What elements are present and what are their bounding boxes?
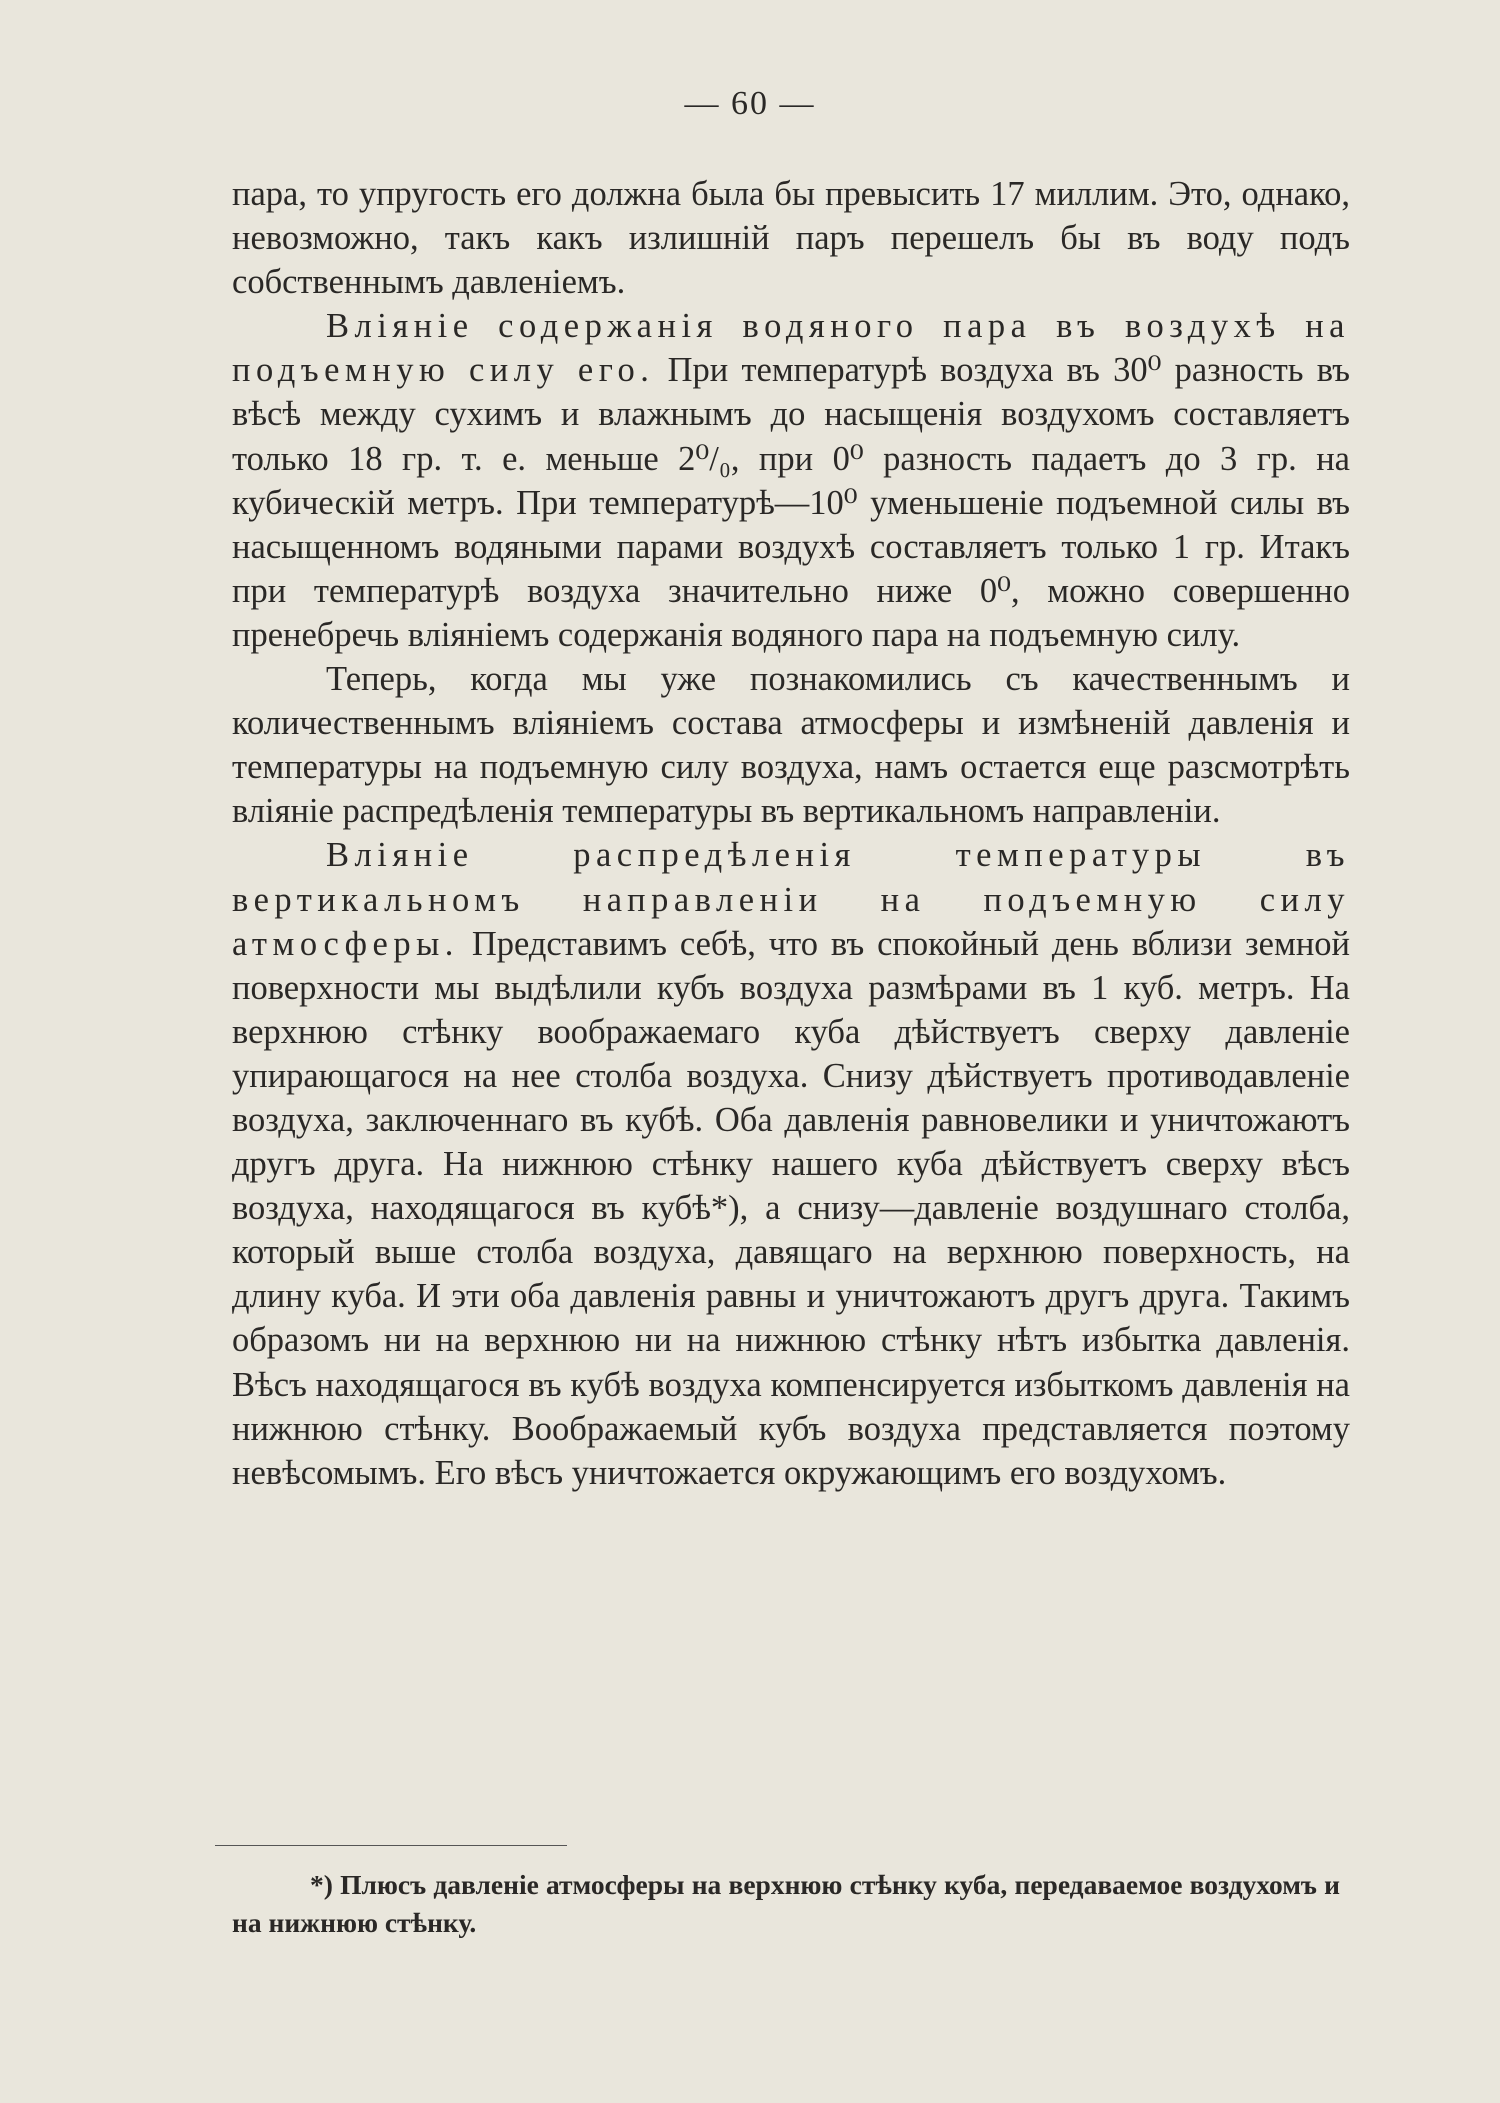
- footnote-divider: [215, 1845, 567, 1846]
- section-heading-water-vapour: Вліяніе содержанія водяного пара въ воздухѣ на подъемную силу его.: [232, 307, 1350, 390]
- page-number: — 60 —: [684, 85, 816, 122]
- paragraph-4: [232, 833, 1350, 1494]
- paragraph-1: [232, 172, 1350, 304]
- paragraph-3-text: Теперь, когда мы уже познакомились съ качественнымъ и количественнымъ вліяніемъ состава атмосферы и измѣненій давленія и температуры на подъемную силу воздуха, намъ остается еще разсмотрѣть вліяніе распредѣленія температуры въ вертикальномъ направленіи.: [232, 660, 1350, 831]
- body-text: [232, 172, 1350, 1495]
- paragraph-2-text: При температурѣ воздуха въ 30⁰ разность въ вѣсѣ между сухимъ и влажнымъ до насыщенія воздухомъ составляетъ только 18 гр. т. е. меньше 2⁰/₀, при 0⁰ разность падаетъ до 3 гр. на кубическій метръ. При температурѣ—10⁰ уменьшеніе подъемной силы въ насыщенномъ водяными парами воздухѣ составляетъ только 1 гр. Итакъ при температурѣ воздуха значительно ниже 0⁰, можно совершенно пренебречь вліяніемъ содержанія водяного пара на подъемную силу.: [232, 351, 1350, 654]
- paragraph-2: [232, 304, 1350, 657]
- paragraph-4-text: Представимъ себѣ, что въ спокойный день вблизи земной поверхности мы выдѣлили кубъ воздуха размѣрами въ 1 куб. метръ. На верхнюю стѣнку воображаемаго куба дѣйствуетъ сверху давленіе упирающагося на нее столба воздуха. Снизу дѣйствуетъ противодавленіе воздуха, заключеннаго въ кубѣ. Оба давленія равновелики и уничтожаютъ другъ друга. На нижнюю стѣнку нашего куба дѣйствуетъ сверху вѣсъ воздуха, находящагося въ кубѣ*), а снизу—давленіе воздушнаго столба, который выше столба воздуха, давящаго на верхнюю поверхность, на длину куба. И эти оба давленія равны и уничтожаютъ другъ друга. Такимъ образомъ ни на верхнюю ни на нижнюю стѣнку нѣтъ избытка давленія. Вѣсъ находящагося въ кубѣ воздуха компенсируется избыткомъ давленія на нижнюю стѣнку. Воображаемый кубъ воздуха представляется поэтому невѣсомымъ. Его вѣсъ уничтожается окружающимъ его воздухомъ.: [232, 924, 1350, 1492]
- section-heading-temperature-distribution: Вліяніе распредѣленія температуры въ вертикальномъ направленіи на подъемную силу атмосферы.: [232, 836, 1350, 963]
- footnote: *) Плюсъ давленіе атмосферы на верхнюю стѣнку куба, передаваемое воздухомъ и на нижнюю стѣнку.: [232, 1869, 1340, 1938]
- paragraph-3: [232, 657, 1350, 833]
- paragraph-1-text: пара, то упругость его должна была бы превысить 17 миллим. Это, однако, невозможно, такъ какъ излишній паръ перешелъ бы въ воду подъ собственнымъ давленіемъ.: [232, 175, 1350, 302]
